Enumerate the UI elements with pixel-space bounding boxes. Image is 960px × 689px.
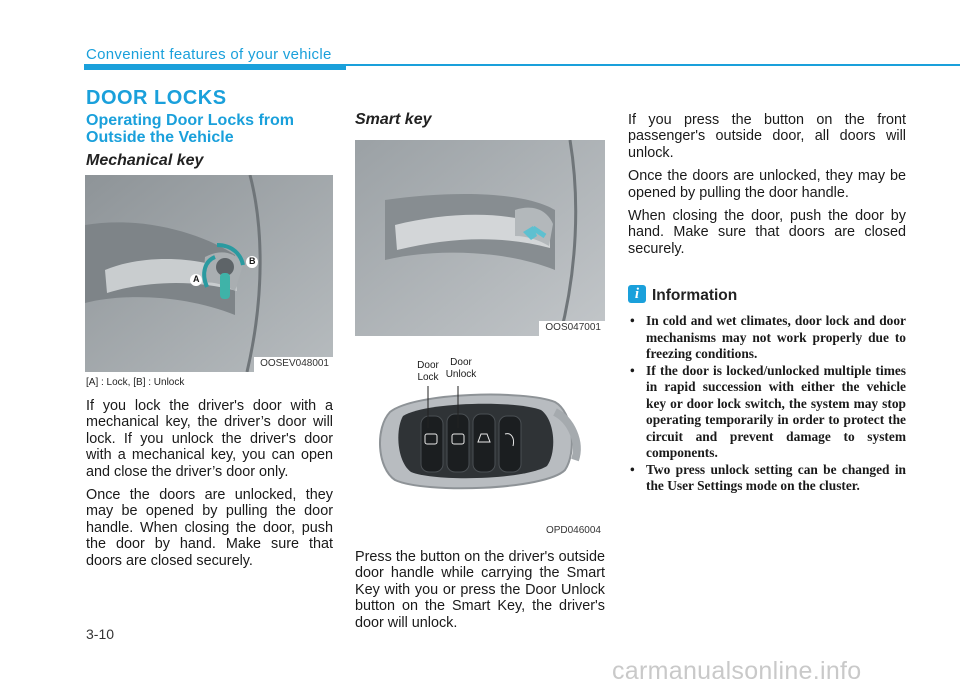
paragraph: Once the doors are unlocked, they may be opened by pulling the door handle. [628,168,906,201]
header-rule [84,64,960,66]
mechanical-key-figure [85,175,333,372]
figure-code: OPD046004 [540,524,605,539]
paragraph: If you lock the driver's door with a mechanical key, the driver’s door will lock. If you unlock the driver's door with a mechanical key, you can open and close the driver’s door only. [86,398,333,480]
page-number: 3-10 [86,626,115,642]
information-list [628,313,906,495]
paragraph: If you press the button on the front passenger's outside door, all doors will unlock. [628,112,906,161]
list-item: • Two press unlock setting can be changed in the User Settings mode on the cluster. [628,462,906,495]
information-title: Information [652,287,738,304]
smart-key-fob-illustration [355,342,605,539]
paragraph: Once the doors are unlocked, they may be opened by pulling the door handle. When closing the door, push the door by hand. Make sure that doors are closed securely. [86,487,333,569]
door-lock-label: Door Lock [417,360,439,383]
smart-key-heading: Smart key [355,111,432,128]
door-unlock-label: Door Unlock [445,357,477,380]
mechanical-key-heading: Mechanical key [86,152,204,169]
mechanical-key-body [86,398,333,576]
subsection-title: Operating Door Locks from Outside the Vehicle [86,112,295,146]
figure-code: OOSEV048001 [254,357,333,372]
label-a: A [193,274,200,284]
right-column-body [628,112,906,264]
door-handle-illustration [85,175,333,372]
running-header: Convenient features of your vehicle [86,46,332,63]
figure-caption: [A] : Lock, [B] : Unlock [86,377,185,388]
list-item: • If the door is locked/unlocked multiple times in rapid succession with either the vehicle key or door lock switch, the system may stop operating temporarily in order to protect the circuit and prevent damage to system components. [628,363,906,462]
smart-key-body [355,549,605,638]
smart-key-fob-figure [355,342,605,539]
figure-code: OOS047001 [539,321,605,336]
smart-key-door-figure [355,140,605,336]
list-item: • In cold and wet climates, door lock and door mechanisms may not work properly due to freezing conditions. [628,313,906,363]
section-title: DOOR LOCKS [86,87,227,109]
paragraph: When closing the door, push the door by hand. Make sure that doors are closed securely. [628,208,906,257]
label-b: B [249,256,256,266]
watermark: carmanualsonline.info [612,657,862,685]
paragraph: Press the button on the driver's outside door handle while carrying the Smart Key with you or press the Door Unlock button on the Smart Key, the driver's door will unlock. [355,549,605,631]
door-button-illustration [355,140,605,336]
information-icon: i [628,285,646,303]
